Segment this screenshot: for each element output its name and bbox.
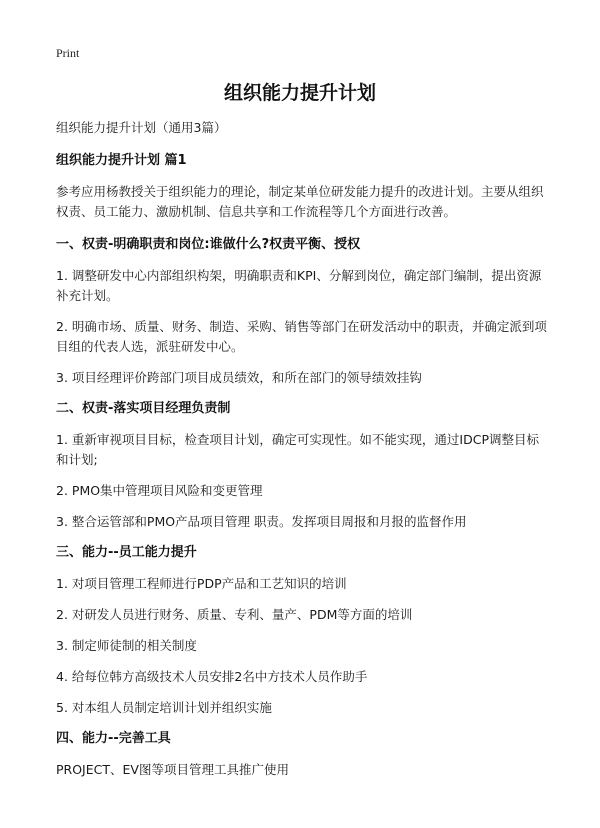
list-item: PROJECT、EV图等项目管理工具推广使用 (56, 762, 289, 777)
list-item: 2. 明确市场、质量、财务、制造、采购、销售等部门在研发活动中的职责，并确定派到项目组的代表人选，派驻研发中心。 (56, 319, 547, 354)
list-item: 2. 对研发人员进行财务、质量、专利、量产、PDM等方面的培训 (56, 607, 413, 622)
list-item: 1. 重新审视项目目标，检查项目计划，确定可实现性。如不能实现，通过IDCP调整目标和计划; (56, 432, 539, 467)
intro-paragraph: 参考应用杨教授关于组织能力的理论，制定某单位研发能力提升的改进计划。主要从组织权责、员工能力、激励机制、信息共享和工作流程等几个方面进行改善。 (56, 184, 544, 219)
list-item: 3. 制定师徒制的相关制度 (56, 638, 197, 653)
document-subtitle: 组织能力提升计划（通用3篇） (56, 120, 227, 135)
section-heading: 二、权责-落实项目经理负责制 (56, 401, 231, 416)
section-heading: 三、能力--员工能力提升 (56, 545, 197, 560)
list-item: 3. 项目经理评价跨部门项目成员绩效，和所在部门的领导绩效挂钩 (56, 370, 422, 385)
print-link[interactable]: Print (56, 46, 80, 60)
list-item: 1. 调整研发中心内部组织构架，明确职责和KPI、分解到岗位，确定部门编制，提出资源补充计划。 (56, 268, 542, 303)
section-heading: 四、能力--完善工具 (56, 731, 171, 746)
list-item: 2. PMO集中管理项目风险和变更管理 (56, 483, 263, 498)
section-heading: 一、权责-明确职责和岗位:谁做什么?权责平衡、授权 (56, 237, 361, 252)
list-item: 1. 对项目管理工程师进行PDP产品和工艺知识的培训 (56, 576, 347, 591)
list-item: 5. 对本组人员制定培训计划并组织实施 (56, 700, 272, 715)
page-title: 组织能力提升计划 (223, 82, 376, 104)
document-body (56, 118, 550, 791)
article-heading: 组织能力提升计划 篇1 (56, 153, 187, 168)
list-item: 3. 整合运管部和PMO产品项目管理 职责。发挥项目周报和月报的监督作用 (56, 514, 467, 529)
list-item: 4. 给每位韩方高级技术人员安排2名中方技术人员作助手 (56, 669, 368, 684)
